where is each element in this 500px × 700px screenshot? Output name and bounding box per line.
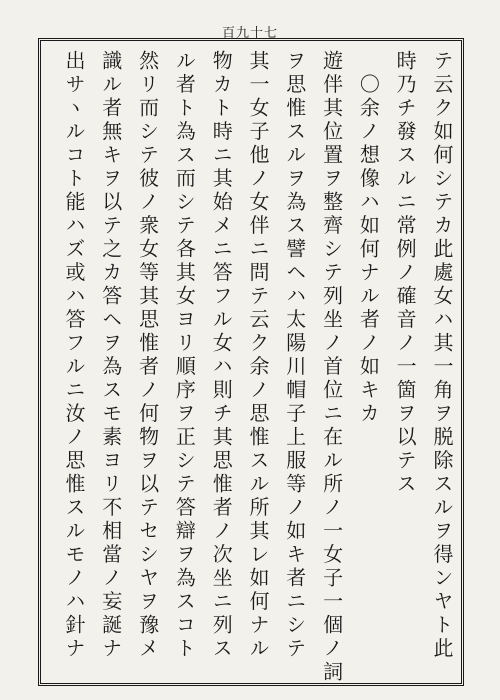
text-column: 〇余ノ想像ハ如何ナル者ノ如キカ <box>356 50 381 426</box>
page-number: 百九十七 <box>221 26 278 41</box>
text-column: 其一女子他ノ女伴ニ問テ云ク余ノ思惟スル所其レ如何ナル <box>245 50 270 661</box>
text-column: 時乃チ發スルニ常例ノ確音ノ一箇ヲ以テス <box>393 50 418 497</box>
text-column: 然リ而シテ彼ノ衆女等其思惟者ノ何物ヲ以テセシヤヲ豫メ <box>135 50 160 661</box>
text-column: ル者ト為ス而シテ各其女ヨリ順序ヲ正シテ答辯ヲ為スコト <box>172 50 197 661</box>
text-column: 遊伴其位置ヲ整齊シテ列坐ノ首位ニ在ル所ノ一女子一個ノ詞 <box>319 50 344 685</box>
vertical-text-body <box>44 44 458 685</box>
text-column: テ云ク如何シテカ此處女ハ其一角ヲ脱除スルヲ得ンヤト此 <box>429 50 454 661</box>
text-column: 識ル者無キヲ以テ之カ答ヘヲ為スモ素ヨリ不相當ノ妄誕ナ <box>98 50 123 661</box>
text-column: 出サヽルコト能ハズ或ハ答フルニ汝ノ思惟スルモノハ針ナ <box>62 50 86 661</box>
text-column: ヲ思惟スルヲ為ス譬ヘハ太陽川帽子上服等ノ如キ者ニシテ <box>282 50 307 661</box>
text-column: 物カト時ニ其始メニ答フル女ハ則チ其思惟者ノ次坐ニ列ス <box>209 50 234 661</box>
